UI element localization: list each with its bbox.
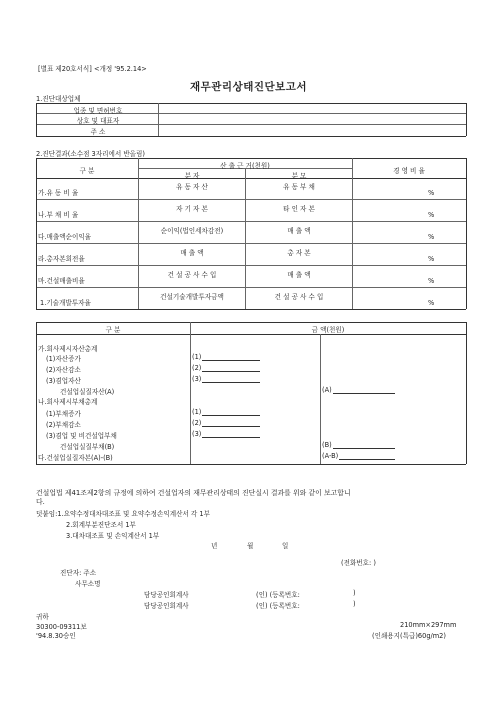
amount-mark: (A) bbox=[322, 386, 332, 394]
attachment-1: 덧붙임:1.요약수정대차대조표 및 요약수정손익계산서 각 1부 bbox=[36, 510, 210, 518]
asset-increase-label: (1)자산증가 bbox=[46, 355, 81, 363]
seal-registration: (인) (등록번호: bbox=[256, 591, 300, 599]
section3-header-gubun: 구 분 bbox=[105, 326, 121, 334]
form-number: [별표 제20호서식] <개정 '95.2.14> bbox=[38, 65, 147, 73]
col-header-rate: 경 영 비 율 bbox=[393, 167, 425, 175]
section3-header-amount: 금 액(천원) bbox=[311, 326, 345, 334]
amount-field[interactable] bbox=[192, 419, 260, 427]
ratio-numerator: 유 동 자 산 bbox=[176, 183, 208, 191]
amount-field[interactable] bbox=[322, 441, 395, 449]
ratio-label: 라.총자본회전율 bbox=[38, 255, 85, 263]
document-title: 재무관리상태진단보고서 bbox=[190, 81, 308, 93]
report-statement: 건설업법 제41조제2항의 규정에 의하여 건설업자의 재무관리상태의 진단실시 결과를 위와 같이 보고합니 bbox=[36, 489, 351, 497]
ratio-label: 다.매출액순이익율 bbox=[38, 233, 92, 241]
ratio-numerator: 순이익(법인세차감전) bbox=[160, 227, 224, 235]
date-month: 월 bbox=[247, 542, 254, 550]
attachment-2: 2.회계부분진단조서 1부 bbox=[66, 521, 136, 529]
amount-mark: (B) bbox=[322, 441, 332, 449]
paper-spec: (인쇄용지(특급)60g/m2) bbox=[372, 632, 446, 640]
date-day: 일 bbox=[282, 542, 289, 550]
section1-heading: 1.진단대상업체 bbox=[36, 95, 81, 103]
amount-field[interactable] bbox=[192, 430, 260, 438]
amount-mark: (1) bbox=[192, 408, 202, 416]
ratio-label: 가.유 동 비 율 bbox=[38, 189, 79, 197]
real-capital-label: 다.건설업실질자본(A)-(B) bbox=[38, 454, 113, 462]
ratio-denominator: 매 출 액 bbox=[287, 271, 311, 279]
ratio-numerator: 건설기술개발투자금액 bbox=[160, 293, 224, 301]
liability-increase-label: (1)부채증가 bbox=[46, 410, 81, 418]
col-header-calc: 산 출 근 거(천원) bbox=[220, 162, 270, 170]
liability-decrease-label: (2)부채감소 bbox=[46, 421, 81, 429]
amount-mark: (2) bbox=[192, 419, 202, 427]
form-code: 30300-09311보 bbox=[36, 623, 87, 631]
ratio-unit: % bbox=[428, 211, 435, 219]
ratio-unit: % bbox=[428, 255, 435, 263]
approval-date: '94.8.30승인 bbox=[36, 632, 76, 640]
ratio-numerator: 건 설 공 사 수 입 bbox=[167, 271, 217, 279]
diagnoser-address-label: 진단자: 주소 bbox=[60, 569, 97, 577]
ratio-denominator: 유 동 부 채 bbox=[283, 183, 315, 191]
registration-close: ) bbox=[353, 589, 356, 597]
seal-registration: (인) (등록번호: bbox=[256, 602, 300, 610]
section1-label-company: 상호 및 대표자 bbox=[76, 117, 120, 125]
registration-close: ) bbox=[353, 600, 356, 608]
ratio-label: 마.건설매출비율 bbox=[38, 277, 85, 285]
amount-mark: (2) bbox=[192, 364, 202, 372]
ratio-denominator: 총 자 본 bbox=[287, 249, 311, 257]
real-liability-label: 건설업실질부채(B) bbox=[60, 443, 115, 451]
cpa-label: 담당공인회계사 bbox=[144, 602, 189, 610]
amount-mark: (3) bbox=[192, 430, 202, 438]
side-business-liability-label: (3)겸업 및 비건설업부채 bbox=[46, 432, 117, 440]
amount-field[interactable] bbox=[322, 386, 395, 394]
col-header-denom: 분 모 bbox=[291, 172, 307, 180]
section1-label-address: 주 소 bbox=[90, 128, 106, 136]
office-name-label: 사무소명 bbox=[75, 580, 101, 588]
liability-total-label: 나.회사제시부채총계 bbox=[38, 398, 98, 406]
ratio-unit: % bbox=[428, 299, 435, 307]
ratio-unit: % bbox=[428, 189, 435, 197]
ratio-label: 1.기술개발투자율 bbox=[40, 299, 91, 307]
col-header-numer: 분 자 bbox=[184, 172, 200, 180]
ratio-denominator: 건 설 공 사 수 입 bbox=[274, 293, 324, 301]
date-year: 년 bbox=[211, 542, 218, 550]
amount-field[interactable] bbox=[192, 375, 260, 383]
amount-field[interactable] bbox=[192, 408, 260, 416]
ratio-denominator: 타 인 자 본 bbox=[283, 205, 315, 213]
section1-label-business: 업종 및 면허번호 bbox=[73, 107, 123, 115]
real-asset-label: 건설업실질자산(A) bbox=[60, 388, 115, 396]
attachment-3: 3.대차대조표 및 손익계산서 1부 bbox=[66, 532, 160, 540]
ratio-numerator: 매 출 액 bbox=[180, 249, 204, 257]
report-statement-end: 다. bbox=[36, 498, 45, 506]
amount-mark: (A-B) bbox=[322, 452, 339, 460]
ratio-unit: % bbox=[428, 233, 435, 241]
ratio-unit: % bbox=[428, 277, 435, 285]
ratio-denominator: 매 출 액 bbox=[287, 227, 311, 235]
amount-field[interactable] bbox=[322, 452, 395, 460]
amount-field[interactable] bbox=[192, 364, 260, 372]
ratio-label: 나.부 채 비 율 bbox=[38, 211, 79, 219]
asset-total-label: 가.회사제시자산총계 bbox=[38, 345, 98, 353]
side-business-asset-label: (3)겸업자산 bbox=[46, 377, 81, 385]
amount-field[interactable] bbox=[192, 353, 260, 361]
amount-mark: (1) bbox=[192, 353, 202, 361]
col-header-gubun: 구 분 bbox=[79, 167, 95, 175]
amount-mark: (3) bbox=[192, 375, 202, 383]
cpa-label: 담당공인회계사 bbox=[144, 591, 189, 599]
asset-decrease-label: (2)자산감소 bbox=[46, 366, 81, 374]
paper-size: 210mm×297mm bbox=[400, 621, 457, 629]
recipient-label: 귀하 bbox=[36, 613, 49, 621]
phone-number: (전화번호: ) bbox=[341, 559, 376, 567]
ratio-numerator: 자 기 자 본 bbox=[176, 205, 208, 213]
section2-heading: 2.진단결과(소수점 3자리에서 반올림) bbox=[36, 150, 145, 158]
